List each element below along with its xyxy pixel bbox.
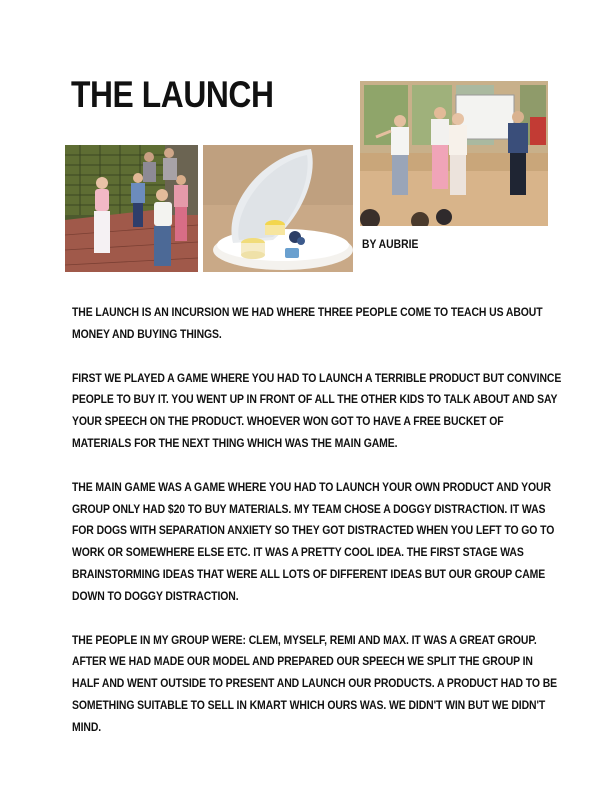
page-title: THE LAUNCH (71, 74, 274, 115)
kids-presenting-on-stage-photo (360, 81, 548, 226)
author-byline: BY AUBRIE (362, 239, 419, 251)
paragraph-first-game: FIRST WE PLAYED A GAME WHERE YOU HAD TO LAUNCH A TERRIBLE PRODUCT BUT CONVINCE PEOPLE TO BUY IT. YOU WENT UP IN FRONT OF ALL THE OTHER KIDS TO TALK ABOUT AND SAY YOUR SPEECH ON THE PRODUCT. WHOEVER WON GOT TO HAVE A FREE BUCKET OF MATERIALS FOR THE NEXT THING WHICH WAS THE MAIN GAME. (72, 371, 562, 450)
paragraph-intro: THE LAUNCH IS AN INCURSION WE HAD WHERE THREE PEOPLE COME TO TEACH US ABOUT MONEY AND BUYING THINGS. (72, 306, 543, 341)
article-body (72, 302, 572, 761)
doggy-distraction-model-photo (203, 145, 353, 272)
paragraph-main-game: THE MAIN GAME WAS A GAME WHERE YOU HAD TO LAUNCH YOUR OWN PRODUCT AND YOUR GROUP ONLY HAD $20 TO BUY MATERIALS. MY TEAM CHOSE A DOGGY DISTRACTION. IT WAS FOR DOGS WITH SEPARATION ANXIETY SO THEY GOT DISTRACTED WHEN YOU LEFT TO GO TO WORK OR SOMEWHERE ELSE ETC. IT WAS A PRETTY COOL IDEA. THE FIRST STAGE WAS BRAINSTORMING IDEAS THAT WERE ALL LOTS OF DIFFERENT IDEAS BUT OUR GROUP CAME DOWN TO DOGGY DISTRACTION. (72, 480, 555, 603)
kids-in-courtyard-photo (65, 145, 198, 272)
paragraph-group: THE PEOPLE IN MY GROUP WERE: CLEM, MYSELF, REMI AND MAX. IT WAS A GREAT GROUP. AFTER WE HAD MADE OUR MODEL AND PREPARED OUR SPEECH WE SPLIT THE GROUP IN HALF AND WENT OUTSIDE TO PRESENT AND LAUNCH OUR PRODUCTS. A PRODUCT HAD TO BE SOMETHING SUITABLE TO SELL IN KMART WHICH OURS WAS. WE DIDN'T WIN BUT WE DIDN'T MIND. (72, 633, 558, 734)
